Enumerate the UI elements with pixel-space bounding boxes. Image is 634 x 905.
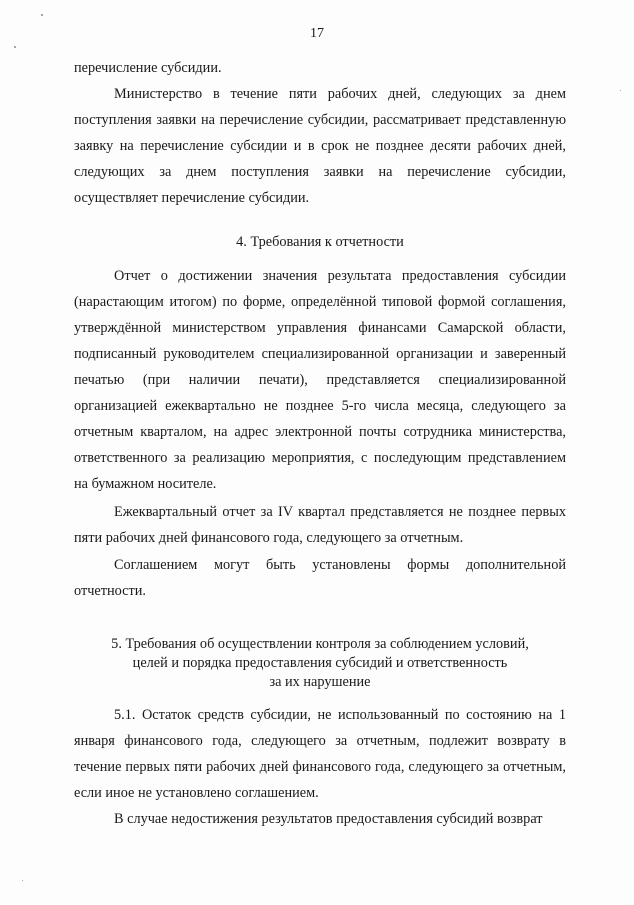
paragraph-subsidy-refund: 5.1. Остаток средств субсидии, не использованный по состоянию на 1 января финансового года, следующего за отчетным, подлежит возврату в течение первых пяти рабочих дней финансового года, следующего за отчетным, если иное не установлено соглашением.: [74, 707, 566, 801]
section-5-heading-line-3: за их нарушение: [269, 674, 371, 690]
paragraph-continuation: перечисление субсидии.: [74, 60, 222, 76]
paragraph-quarterly-report: Ежеквартальный отчет за IV квартал представляется не позднее первых пяти рабочих дней финансового года, следующего за отчетным.: [74, 504, 566, 546]
scan-speck: [41, 14, 43, 16]
section-5-heading-line-2: целей и порядка предоставления субсидий и ответственность: [132, 655, 508, 671]
section-4-heading: 4. Требования к отчетности: [236, 234, 404, 250]
paragraph-non-achievement: В случае недостижения результатов предоставления субсидий возврат: [114, 811, 543, 827]
page-number: 17: [310, 26, 324, 41]
scan-speck: [22, 880, 23, 881]
paragraph-additional-forms: Соглашением могут быть установлены формы дополнительной отчетности.: [74, 557, 566, 599]
paragraph-ministry-review: Министерство в течение пяти рабочих дней, следующих за днем поступления заявки на перечисление субсидии, рассматривает представленную заявку на перечисление субсидии и в срок не позднее десяти рабочих дней, следующих за днем поступления заявки на перечисление субсидии, осуществляет перечисление субсидии.: [74, 86, 566, 206]
scan-speck: [620, 90, 621, 91]
paragraph-report-requirements: Отчет о достижении значения результата предоставления субсидии (нарастающим итогом) по форме, определённой типовой формой соглашения, утверждённой министерством управления финансами Самарской области, подписанный руководителем специализированной организации и заверенный печатью (при наличии печати), представляется специализированной организацией ежеквартально не позднее 5-го числа месяца, следующего за отчетным кварталом, на адрес электронной почты сотрудника министерства, ответственного за реализацию мероприятия, с последующим представлением на бумажном носителе.: [74, 268, 566, 492]
scan-speck: [14, 46, 16, 48]
section-5-heading-line-1: 5. Требования об осуществлении контроля за соблюдением условий,: [111, 636, 529, 652]
